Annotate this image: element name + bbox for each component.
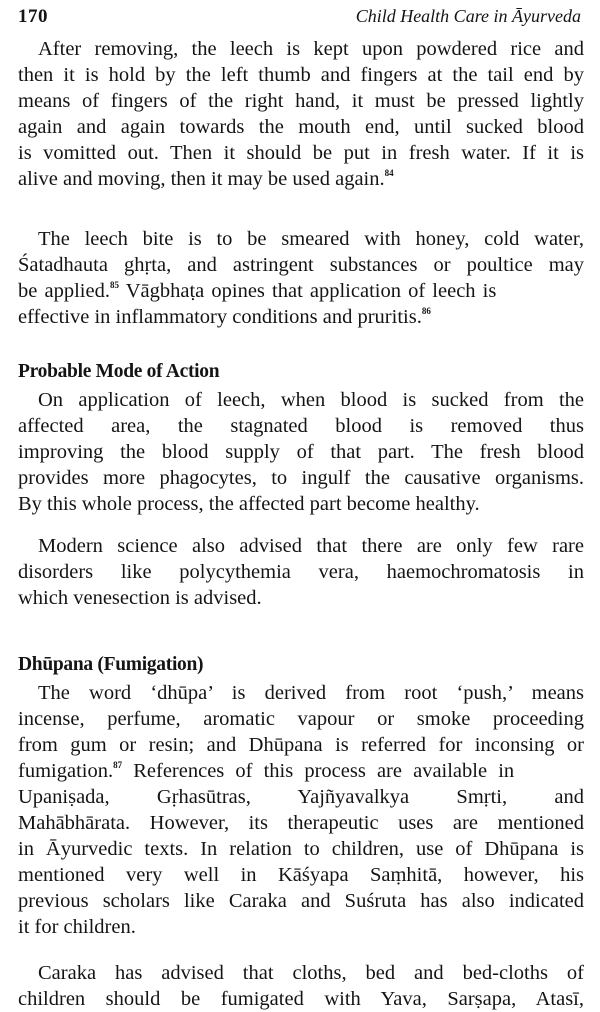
paragraph-line: then it is hold by the left thumb and fingers at the tail end by [18,64,584,86]
paragraph-line: previous scholars like Caraka and Suśruta has also indicated [18,890,584,912]
line-text: References of this process are available in [122,760,515,782]
line-text: Vāgbhaṭa opines that application of leech is [118,280,497,302]
line-text: effective in inflammatory conditions and pruritis. [18,306,422,328]
line-text: fumigation. [18,760,114,782]
paragraph-line: again and again towards the mouth end, until sucked blood [18,116,584,138]
paragraph-line: Śatadhauta ghṛta, and astringent substances or poultice may [18,254,584,276]
paragraph-line: it for children. [18,916,136,938]
paragraph-line: disorders like polycythemia vera, haemochromatosis in [18,561,584,583]
paragraph-line [18,758,584,784]
paragraph-line: provides more phagocytes, to ingulf the causative organisms. [18,467,584,489]
section-heading: Dhūpana (Fumigation) [18,654,204,675]
page-header [18,6,581,30]
paragraph-line: mentioned very well in Kāśyapa Saṃhitā, however, his [18,864,584,886]
paragraph-line: which venesection is advised. [18,587,262,609]
page-number: 170 [18,6,48,27]
paragraph-line [18,304,584,330]
paragraph-line: Mahābhārata. However, its therapeutic uses are mentioned [18,812,584,834]
paragraph-line [18,278,584,304]
paragraph-line: means of fingers of the right hand, it must be pressed lightly [18,90,584,112]
footnote-ref: 84 [384,168,394,178]
paragraph-line: Upaniṣada, Gṛhasūtras, Yajñyavalkya Smṛti, and [18,786,584,808]
line-text: be applied. [18,280,110,302]
footnote-ref: 85 [109,280,119,290]
section-heading: Probable Mode of Action [18,361,220,382]
paragraph-line: from gum or resin; and Dhūpana is referred for inconsing or [18,734,584,756]
paragraph-line: Modern science also advised that there are only few rare [38,535,584,557]
footnote-ref: 86 [421,306,431,316]
paragraph-line: incense, perfume, aromatic vapour or smoke proceeding [18,708,584,730]
paragraph-line: affected area, the stagnated blood is removed thus [18,415,584,437]
paragraph-line: The leech bite is to be smeared with honey, cold water, [38,228,584,250]
paragraph-line: children should be fumigated with Yava, Sarṣapa, Atasī, [18,988,584,1010]
paragraph-line: Caraka has advised that cloths, bed and bed-cloths of [38,962,584,984]
paragraph-line: After removing, the leech is kept upon powdered rice and [38,38,584,60]
paragraph-line: By this whole process, the affected part become healthy. [18,493,480,515]
paragraph-line: in Āyurvedic texts. In relation to children, use of Dhūpana is [18,838,584,860]
paragraph-line: The word ‘dhūpa’ is derived from root ‘push,’ means [38,682,584,704]
running-head: Child Health Care in Āyurveda [355,6,581,26]
paragraph-line [18,166,584,192]
footnote-ref: 87 [113,760,123,770]
paragraph-line: On application of leech, when blood is sucked from the [38,389,584,411]
paragraph-line: improving the blood supply of that part. The fresh blood [18,441,584,463]
paragraph-line: is vomitted out. Then it should be put in fresh water. If it is [18,142,584,164]
line-text: alive and moving, then it may be used again. [18,168,385,190]
